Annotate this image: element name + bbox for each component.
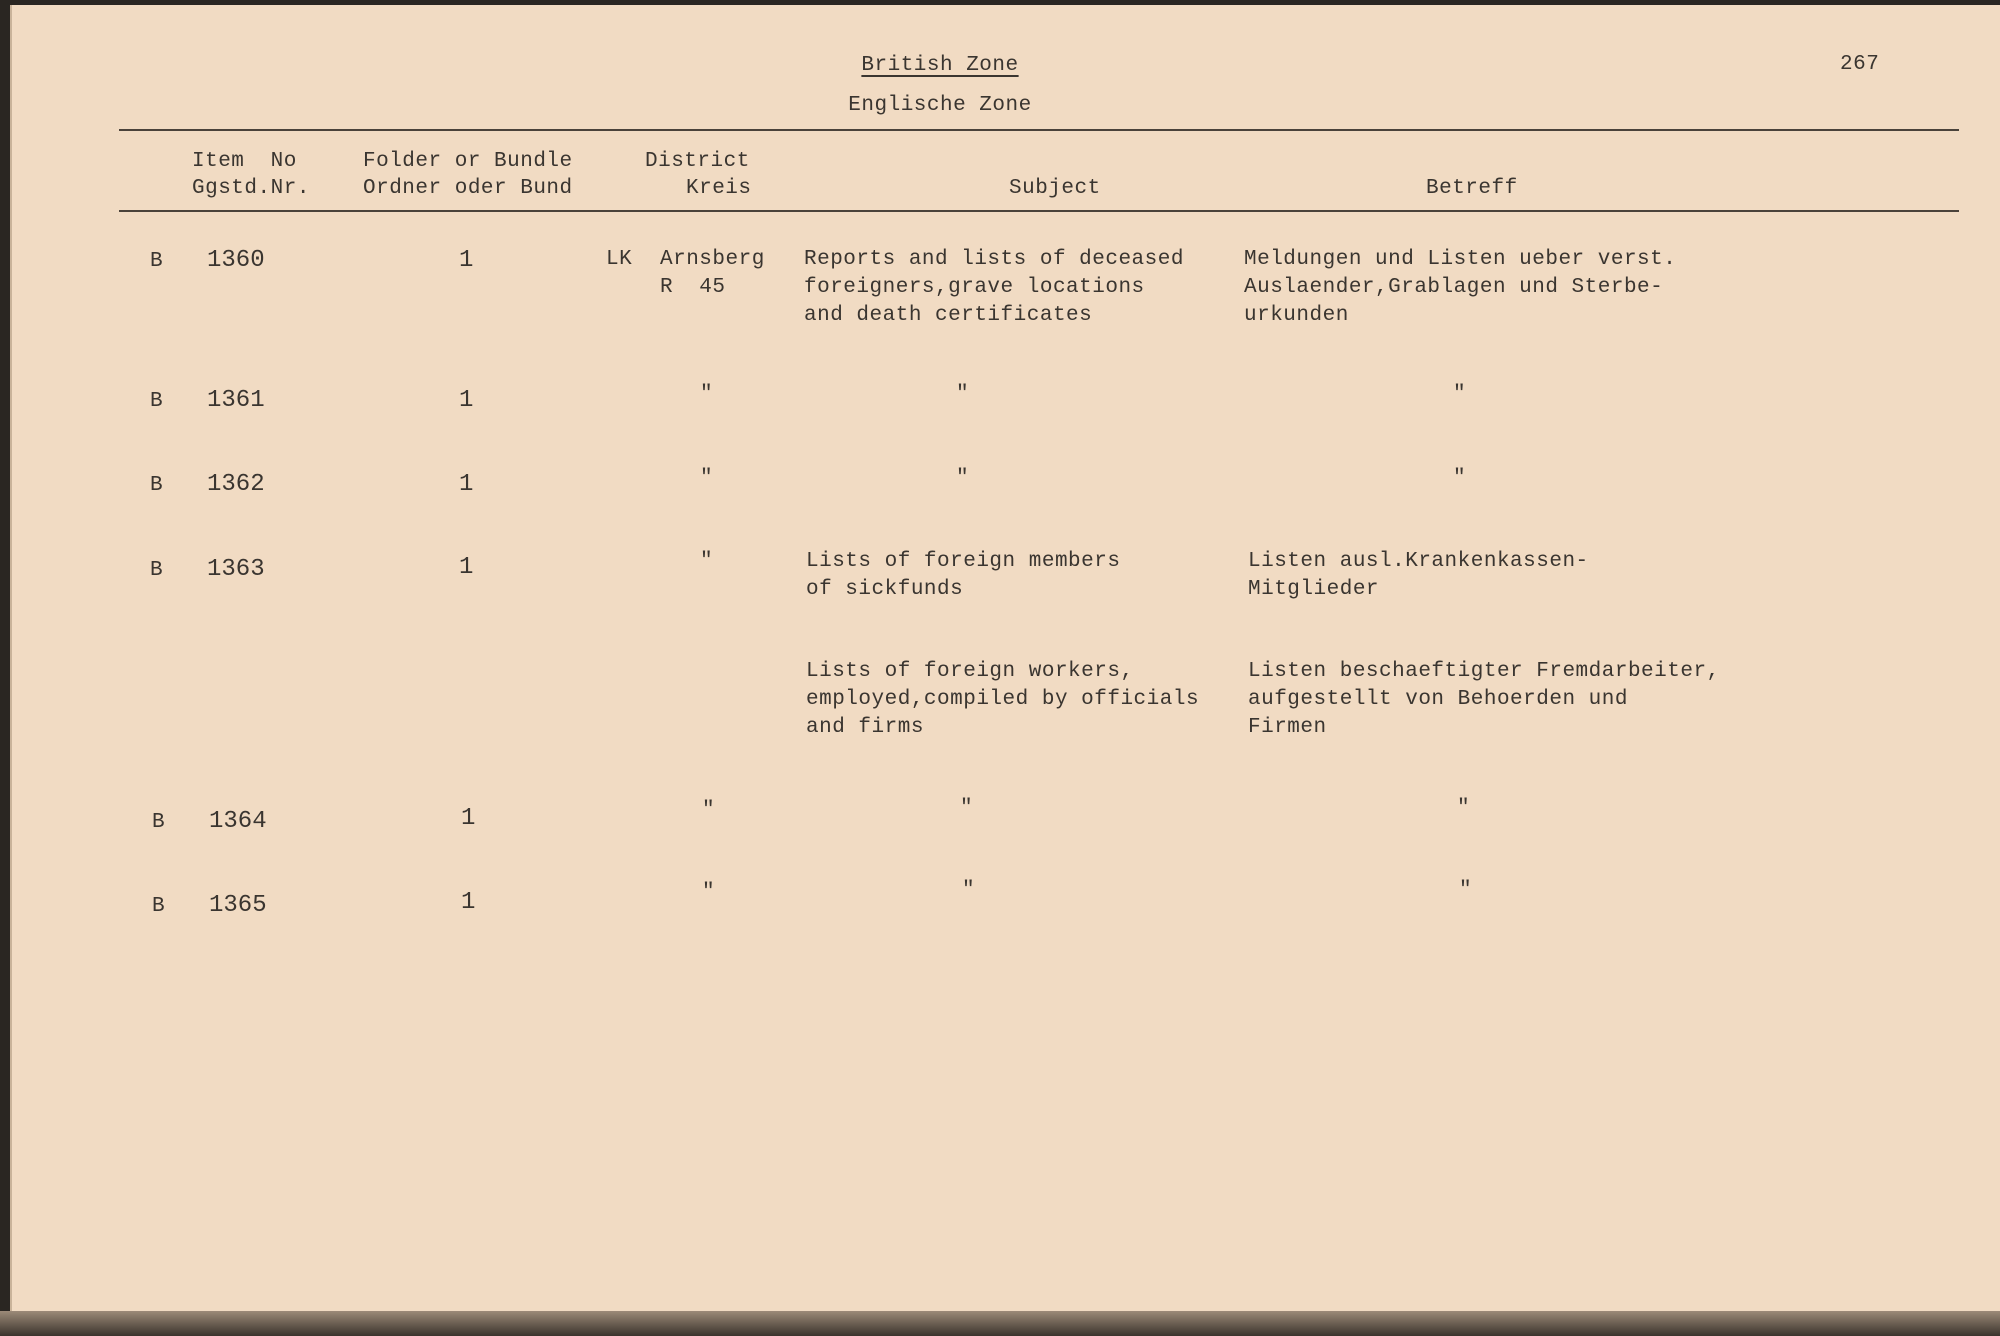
item-number: 1362 — [207, 471, 265, 498]
district-ref: R 45 — [660, 276, 726, 299]
col-district-de: Kreis — [686, 177, 752, 200]
item-prefix: B — [150, 390, 164, 413]
betreff-ditto: " — [1457, 797, 1471, 820]
col-folder-en: Folder or Bundle — [363, 150, 573, 173]
item-number: 1365 — [209, 892, 267, 919]
district-ditto: " — [700, 467, 714, 490]
header-bottom-rule — [119, 210, 1959, 212]
col-folder-de: Ordner oder Bund — [363, 177, 573, 200]
betreff-text: Listen ausl.Krankenkassen- Mitglieder — [1248, 550, 1589, 601]
header-top-rule — [119, 129, 1959, 131]
district-ditto: " — [702, 799, 716, 822]
folder-count: 1 — [459, 554, 474, 581]
district-name: Arnsberg — [660, 248, 765, 271]
betreff-ditto: " — [1453, 467, 1467, 490]
item-number: 1360 — [207, 247, 265, 274]
item-prefix: B — [152, 895, 166, 918]
folder-count: 1 — [459, 471, 474, 498]
folder-count: 1 — [459, 387, 474, 414]
col-item-de: Ggstd.Nr. — [192, 177, 310, 200]
item-prefix: B — [150, 474, 164, 497]
subject-ditto: " — [960, 797, 974, 820]
col-betreff: Betreff — [1426, 177, 1518, 200]
item-prefix: B — [152, 811, 166, 834]
district-ditto: " — [700, 383, 714, 406]
betreff-ditto: " — [1459, 879, 1473, 902]
subject-ditto: " — [962, 879, 976, 902]
page-title: British Zone — [861, 54, 1019, 77]
betreff-text: Meldungen und Listen ueber verst. Auslaender,Grablagen und Sterbe- urkunden — [1244, 248, 1677, 327]
col-item-en: Item No — [192, 150, 297, 173]
folder-count: 1 — [461, 805, 476, 832]
page-number: 267 — [1840, 53, 1880, 76]
page-subtitle: Englische Zone — [848, 94, 1032, 117]
item-number: 1361 — [207, 387, 265, 414]
subject-ditto: " — [956, 467, 970, 490]
item-number: 1363 — [207, 556, 265, 583]
subject-text-2: Lists of foreign workers, employed,compiled by officials and firms — [806, 660, 1200, 739]
betreff-ditto: " — [1453, 383, 1467, 406]
district-ditto: " — [702, 881, 716, 904]
item-number: 1364 — [209, 808, 267, 835]
col-district-en: District — [645, 150, 750, 173]
subject-ditto: " — [956, 383, 970, 406]
folder-count: 1 — [461, 889, 476, 916]
subject-text: Lists of foreign members of sickfunds — [806, 550, 1121, 601]
district-ditto: " — [700, 550, 714, 573]
folder-count: 1 — [459, 247, 474, 274]
subject-text: Reports and lists of deceased foreigners,grave locations and death certificates — [804, 248, 1184, 327]
item-prefix: B — [150, 559, 164, 582]
document-page — [10, 5, 2000, 1311]
col-subject: Subject — [1009, 177, 1101, 200]
book-page-edge — [0, 1311, 2000, 1336]
betreff-text-2: Listen beschaeftigter Fremdarbeiter, aufgestellt von Behoerden und Firmen — [1248, 660, 1720, 739]
item-prefix: B — [150, 250, 164, 273]
district-code: LK — [606, 248, 633, 271]
